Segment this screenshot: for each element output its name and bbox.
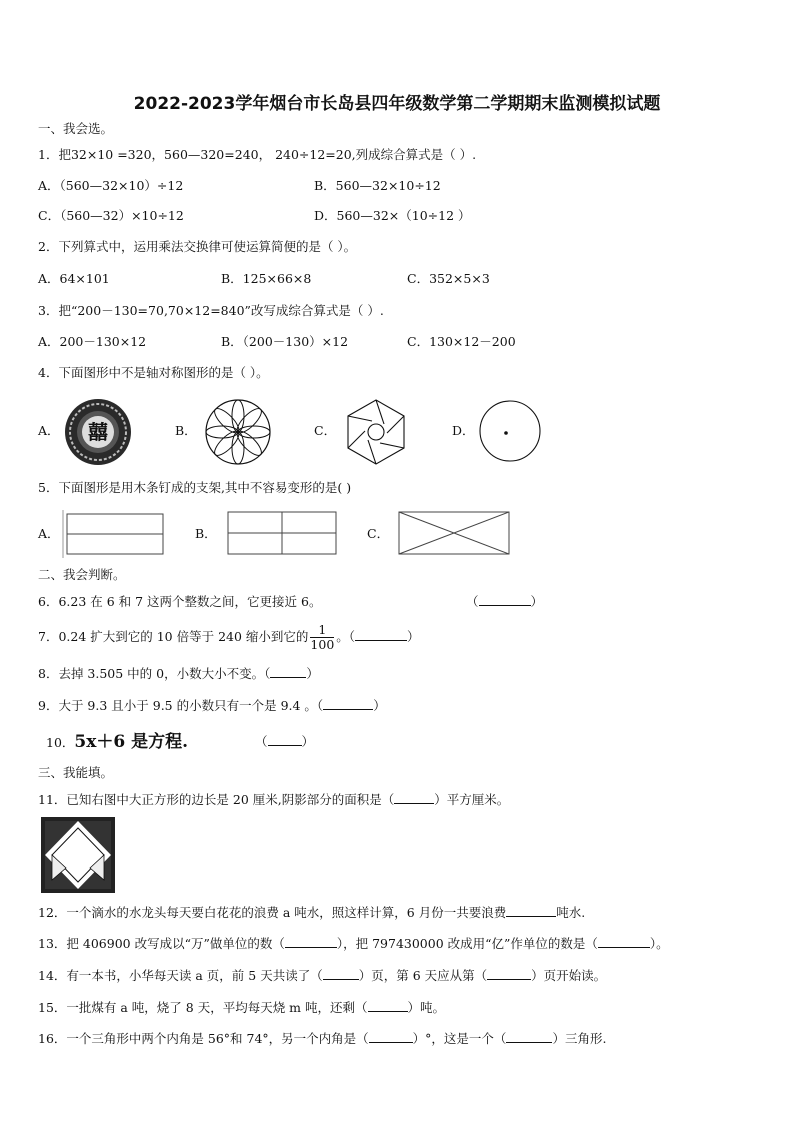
rectangle-frame-diagonals-figure[interactable] — [396, 508, 512, 560]
answer-blank-2[interactable] — [598, 936, 650, 948]
bracket-right: ） — [306, 666, 319, 681]
question-10-expression: 5x＋6 是方程. — [74, 732, 189, 752]
question-10-number: 10． — [46, 735, 75, 750]
question-2-option-a[interactable]: A．64×101 — [38, 271, 110, 286]
answer-blank[interactable] — [394, 792, 434, 804]
question-11-line — [38, 792, 509, 808]
question-12-line — [38, 905, 585, 921]
question-15-part-2: ）吨。 — [407, 1000, 446, 1015]
question-1-stem: 1．把32×10 =320，560—320=240， 240÷12=20,列成综合算式是（ ）. — [38, 147, 477, 162]
question-7-line — [38, 622, 420, 652]
page-title: 2022-2023学年烟台市长岛县四年级数学第二学期期末监测模拟试题 — [133, 94, 661, 114]
rectangle-frame-one-bar-figure[interactable] — [62, 508, 168, 560]
question-14-part-3: ）页开始读。 — [531, 968, 607, 983]
bracket-right: ） — [407, 629, 420, 644]
shaded-square-figure — [40, 816, 116, 894]
answer-blank-2[interactable] — [487, 968, 531, 980]
bracket-right: ） — [530, 594, 544, 609]
answer-blank-1[interactable] — [323, 968, 359, 980]
answer-blank[interactable] — [270, 666, 306, 678]
question-10-line — [46, 731, 188, 754]
bracket-left: （ — [466, 594, 479, 609]
question-1-option-b[interactable]: B．560—32×10÷12 — [314, 178, 441, 193]
question-4-label-d[interactable]: D． — [452, 423, 475, 438]
question-14-line — [38, 968, 606, 984]
question-8-stem: 8．去掉 3.505 中的 0，小数大小不变。（ — [38, 666, 271, 681]
answer-blank[interactable] — [506, 905, 556, 917]
question-12-tail: 吨水. — [556, 905, 586, 920]
question-1-option-d[interactable]: D．560—32×（10÷12 ） — [314, 208, 471, 223]
answer-blank[interactable] — [355, 629, 407, 641]
question-14-part-2: ）页，第 6 天应从第（ — [358, 968, 488, 983]
bracket-left: （ — [255, 734, 268, 749]
question-16-part-2: ）°，这是一个（ — [412, 1031, 507, 1046]
question-2-stem: 2．下列算式中，运用乘法交换律可使运算简便的是（ ）。 — [38, 239, 357, 254]
fraction-denominator: 100 — [310, 637, 335, 652]
question-5-stem: 5．下面图形是用木条钉成的支架,其中不容易变形的是( ) — [38, 480, 352, 495]
question-9-stem: 9．大于 9.3 且小于 9.5 的小数只有一个是 9.4 。（ — [38, 698, 324, 713]
question-7-tail: 。（ — [336, 629, 356, 644]
fraction-one-hundredth — [310, 623, 334, 652]
answer-blank[interactable] — [479, 594, 531, 606]
section-heading-judge: 二、我会判断。 — [38, 567, 126, 582]
question-1-option-c[interactable]: C．（560—32）×10÷12 — [38, 208, 184, 223]
question-15-line — [38, 1000, 445, 1016]
question-8-line — [38, 666, 319, 682]
question-14-part-1: 14．有一本书，小华每天读 a 页，前 5 天共读了（ — [38, 968, 323, 983]
question-5-label-a[interactable]: A． — [38, 526, 60, 541]
question-13-part-2: ），把 797430000 改成用“亿”作单位的数是（ — [336, 936, 598, 951]
question-5-label-b[interactable]: B． — [195, 526, 217, 541]
emblem-character: 囍 — [88, 420, 108, 444]
question-3-option-b[interactable]: B．（200－130）×12 — [221, 334, 349, 349]
question-2-option-c[interactable]: C．352×5×3 — [407, 271, 490, 286]
double-happiness-emblem-figure[interactable] — [63, 397, 133, 467]
question-1-option-a[interactable]: A．（560—32×10）÷12 — [38, 178, 184, 193]
question-13-part-1: 13．把 406900 改写成以“万”做单位的数（ — [38, 936, 285, 951]
answer-blank[interactable] — [368, 1000, 408, 1012]
answer-blank[interactable] — [323, 698, 373, 710]
question-7-stem: 7．0.24 扩大到它的 10 倍等于 240 缩小到它的 — [38, 629, 309, 644]
bracket-right: ） — [301, 734, 315, 749]
question-6-answer-bracket[interactable] — [466, 594, 543, 610]
rectangle-frame-cross-bars-figure[interactable] — [225, 508, 339, 560]
question-16-line — [38, 1031, 606, 1047]
question-5-label-c[interactable]: C． — [367, 526, 390, 541]
answer-blank-1[interactable] — [285, 936, 337, 948]
question-16-part-1: 16．一个三角形中两个内角是 56°和 74°，另一个内角是（ — [38, 1031, 369, 1046]
bracket-right: ） — [373, 698, 386, 713]
answer-blank-1[interactable] — [369, 1031, 413, 1043]
pinwheel-hexagon-figure[interactable] — [340, 397, 412, 467]
question-2-option-b[interactable]: B．125×66×8 — [221, 271, 312, 286]
question-9-line — [38, 698, 386, 714]
question-4-label-b[interactable]: B． — [175, 423, 197, 438]
question-11-tail: ）平方厘米。 — [434, 792, 510, 807]
question-16-part-3: ）三角形. — [552, 1031, 607, 1046]
answer-blank[interactable] — [268, 734, 302, 746]
question-3-stem: 3．把“200－130=70,70×12=840”改写成综合算式是（ ）. — [38, 303, 384, 318]
question-4-stem: 4．下面图形中不是轴对称图形的是（ ）。 — [38, 365, 269, 380]
question-10-answer-bracket[interactable] — [255, 734, 314, 750]
question-11-stem: 11．已知右图中大正方形的边长是 20 厘米,阴影部分的面积是（ — [38, 792, 395, 807]
section-heading-choice: 一、我会选。 — [38, 121, 114, 136]
question-15-part-1: 15．一批煤有 a 吨，烧了 8 天，平均每天烧 m 吨，还剩（ — [38, 1000, 368, 1015]
circle-with-center-dot-figure[interactable] — [478, 399, 542, 463]
section-heading-fill: 三、我能填。 — [38, 765, 114, 780]
question-12-stem: 12．一个滴水的水龙头每天要白花花的浪费 a 吨水，照这样计算，6 月份一共要浪费 — [38, 905, 507, 920]
question-3-option-a[interactable]: A．200－130×12 — [38, 334, 147, 349]
question-4-label-a[interactable]: A． — [38, 423, 60, 438]
question-3-option-c[interactable]: C．130×12－200 — [407, 334, 516, 349]
question-6-stem: 6．6.23 在 6 和 7 这两个整数之间，它更接近 6。 — [38, 594, 322, 609]
question-13-part-3: ）。 — [649, 936, 669, 951]
question-13-line — [38, 936, 669, 952]
answer-blank-2[interactable] — [506, 1031, 552, 1043]
fraction-numerator: 1 — [310, 623, 334, 638]
question-4-label-c[interactable]: C． — [314, 423, 337, 438]
flower-circle-figure[interactable] — [203, 397, 273, 467]
